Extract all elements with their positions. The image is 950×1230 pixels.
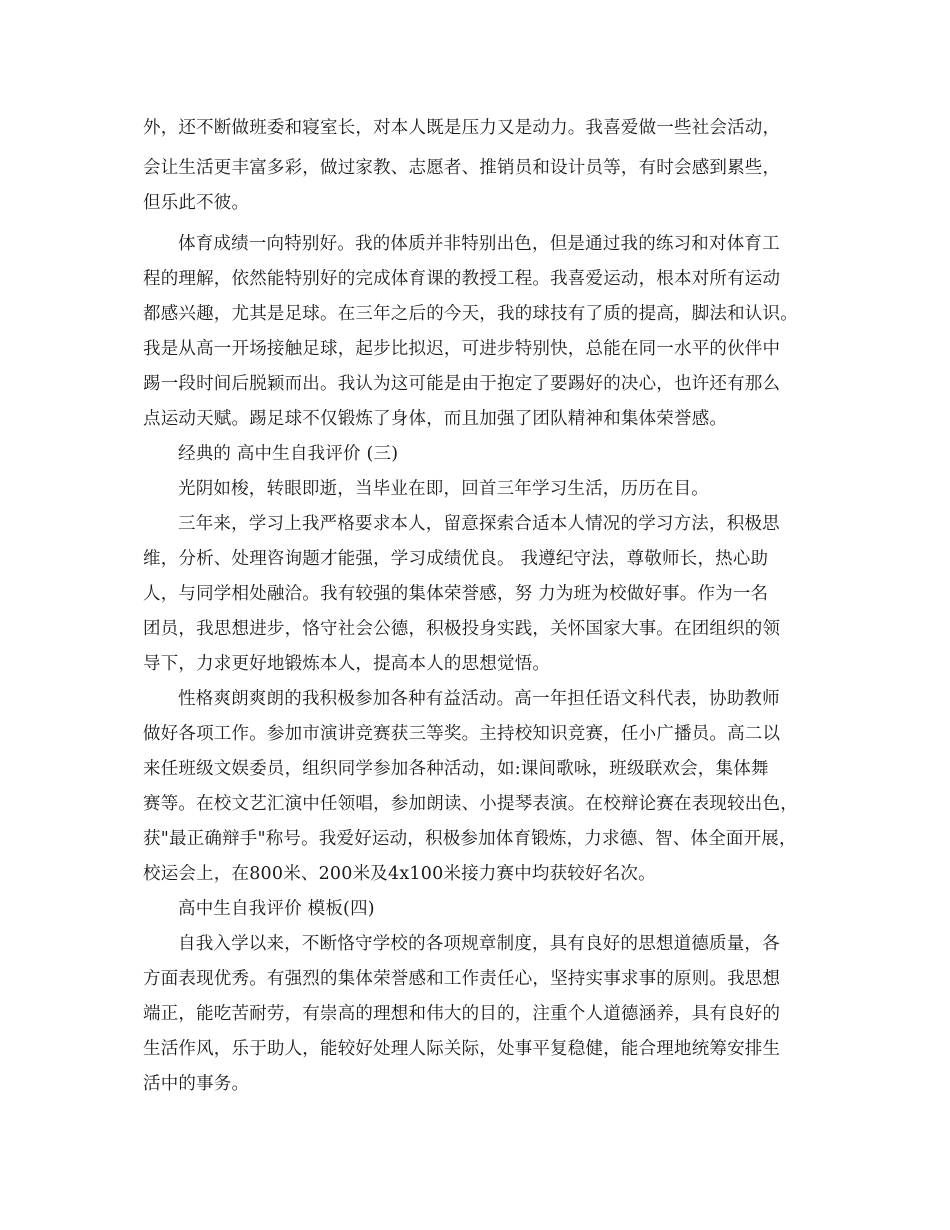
- section-heading: 经典的 高中生自我评价 (三): [178, 444, 399, 464]
- text-line: 都感兴趣，尤其是足球。在三年之后的今天，我的球技有了质的提高，脚法和认识。: [143, 304, 798, 324]
- paragraph-first-line: 三年来，学习上我严格要求本人，留意探索合适本人情况的学习方法，积极思: [178, 514, 780, 534]
- text-line: 生活作风，乐于助人，能较好处理人际关际，处事平复稳健，能合理地统筹安排生: [143, 1039, 781, 1059]
- text-line: 方面表现优秀。有强烈的集体荣誉感和工作责任心，坚持实事求事的原则。我思想: [143, 969, 781, 989]
- text-line: 外，还不断做班委和寝室长，对本人既是压力又是动力。我喜爱做一些社会活动，: [143, 118, 781, 138]
- text-line: 点运动天赋。踢足球不仅锻炼了身体，而且加强了团队精神和集体荣誉感。: [143, 409, 728, 429]
- text-line: 活中的事务。: [143, 1074, 250, 1094]
- text-line: 会让生活更丰富多彩，做过家教、志愿者、推销员和设计员等，有时会感到累些，: [143, 158, 781, 178]
- text-line: 我是从高一开场接触足球，起步比拟迟，可进步特别快，总能在同一水平的伙伴中: [143, 339, 781, 359]
- text-line: 但乐此不彼。: [143, 193, 250, 213]
- text-line: 来任班级文娱委员，组织同学参加各种活动，如:课间歌咏，班级联欢会，集体舞: [143, 759, 769, 779]
- paragraph-first-line: 自我入学以来，不断恪守学校的各项规章制度，具有良好的思想道德质量，各: [178, 934, 780, 954]
- section-heading: 高中生自我评价 模板(四): [178, 899, 375, 919]
- paragraph-first-line: 光阴如梭，转眼即逝，当毕业在即，回首三年学习生活，历历在目。: [178, 479, 709, 499]
- text-line: 人，与同学相处融洽。我有较强的集体荣誉感，努 力为班为校做好事。作为一名: [143, 584, 769, 604]
- text-line: 维，分析、处理咨询题才能强，学习成绩优良。 我遵纪守法，尊敬师长，热心助: [143, 549, 769, 569]
- text-line: 校运会上，在800米、200米及4x100米接力赛中均获较好名次。: [143, 864, 656, 884]
- text-line: 赛等。在校文艺汇演中任领唱，参加朗读、小提琴表演。在校辩论赛在表现较出色，: [143, 794, 798, 814]
- text-line: 做好各项工作。参加市演讲竞赛获三等奖。主持校知识竞赛，任小广播员。高二以: [143, 724, 781, 744]
- paragraph-first-line: 体育成绩一向特别好。我的体质并非特别出色，但是通过我的练习和对体育工: [178, 234, 780, 254]
- text-line: 踢一段时间后脱颖而出。我认为这可能是由于抱定了要踢好的决心，也许还有那么: [143, 374, 781, 394]
- text-line: 导下，力求更好地锻炼本人，提高本人的思想觉悟。: [143, 654, 551, 674]
- text-line: 团员，我思想进步，恪守社会公德，积极投身实践，关怀国家大事。在团组织的领: [143, 619, 781, 639]
- paragraph-first-line: 性格爽朗爽朗的我积极参加各种有益活动。高一年担任语文科代表，协助教师: [178, 689, 780, 709]
- text-line: 获"最正确辩手"称号。我爱好运动，积极参加体育锻炼，力求德、智、体全面开展，: [143, 829, 797, 849]
- text-line: 端正，能吃苦耐劳，有崇高的理想和伟大的目的，注重个人道德涵养，具有良好的: [143, 1004, 781, 1024]
- text-line: 程的理解，依然能特别好的完成体育课的教授工程。我喜爱运动，根本对所有运动: [143, 269, 781, 289]
